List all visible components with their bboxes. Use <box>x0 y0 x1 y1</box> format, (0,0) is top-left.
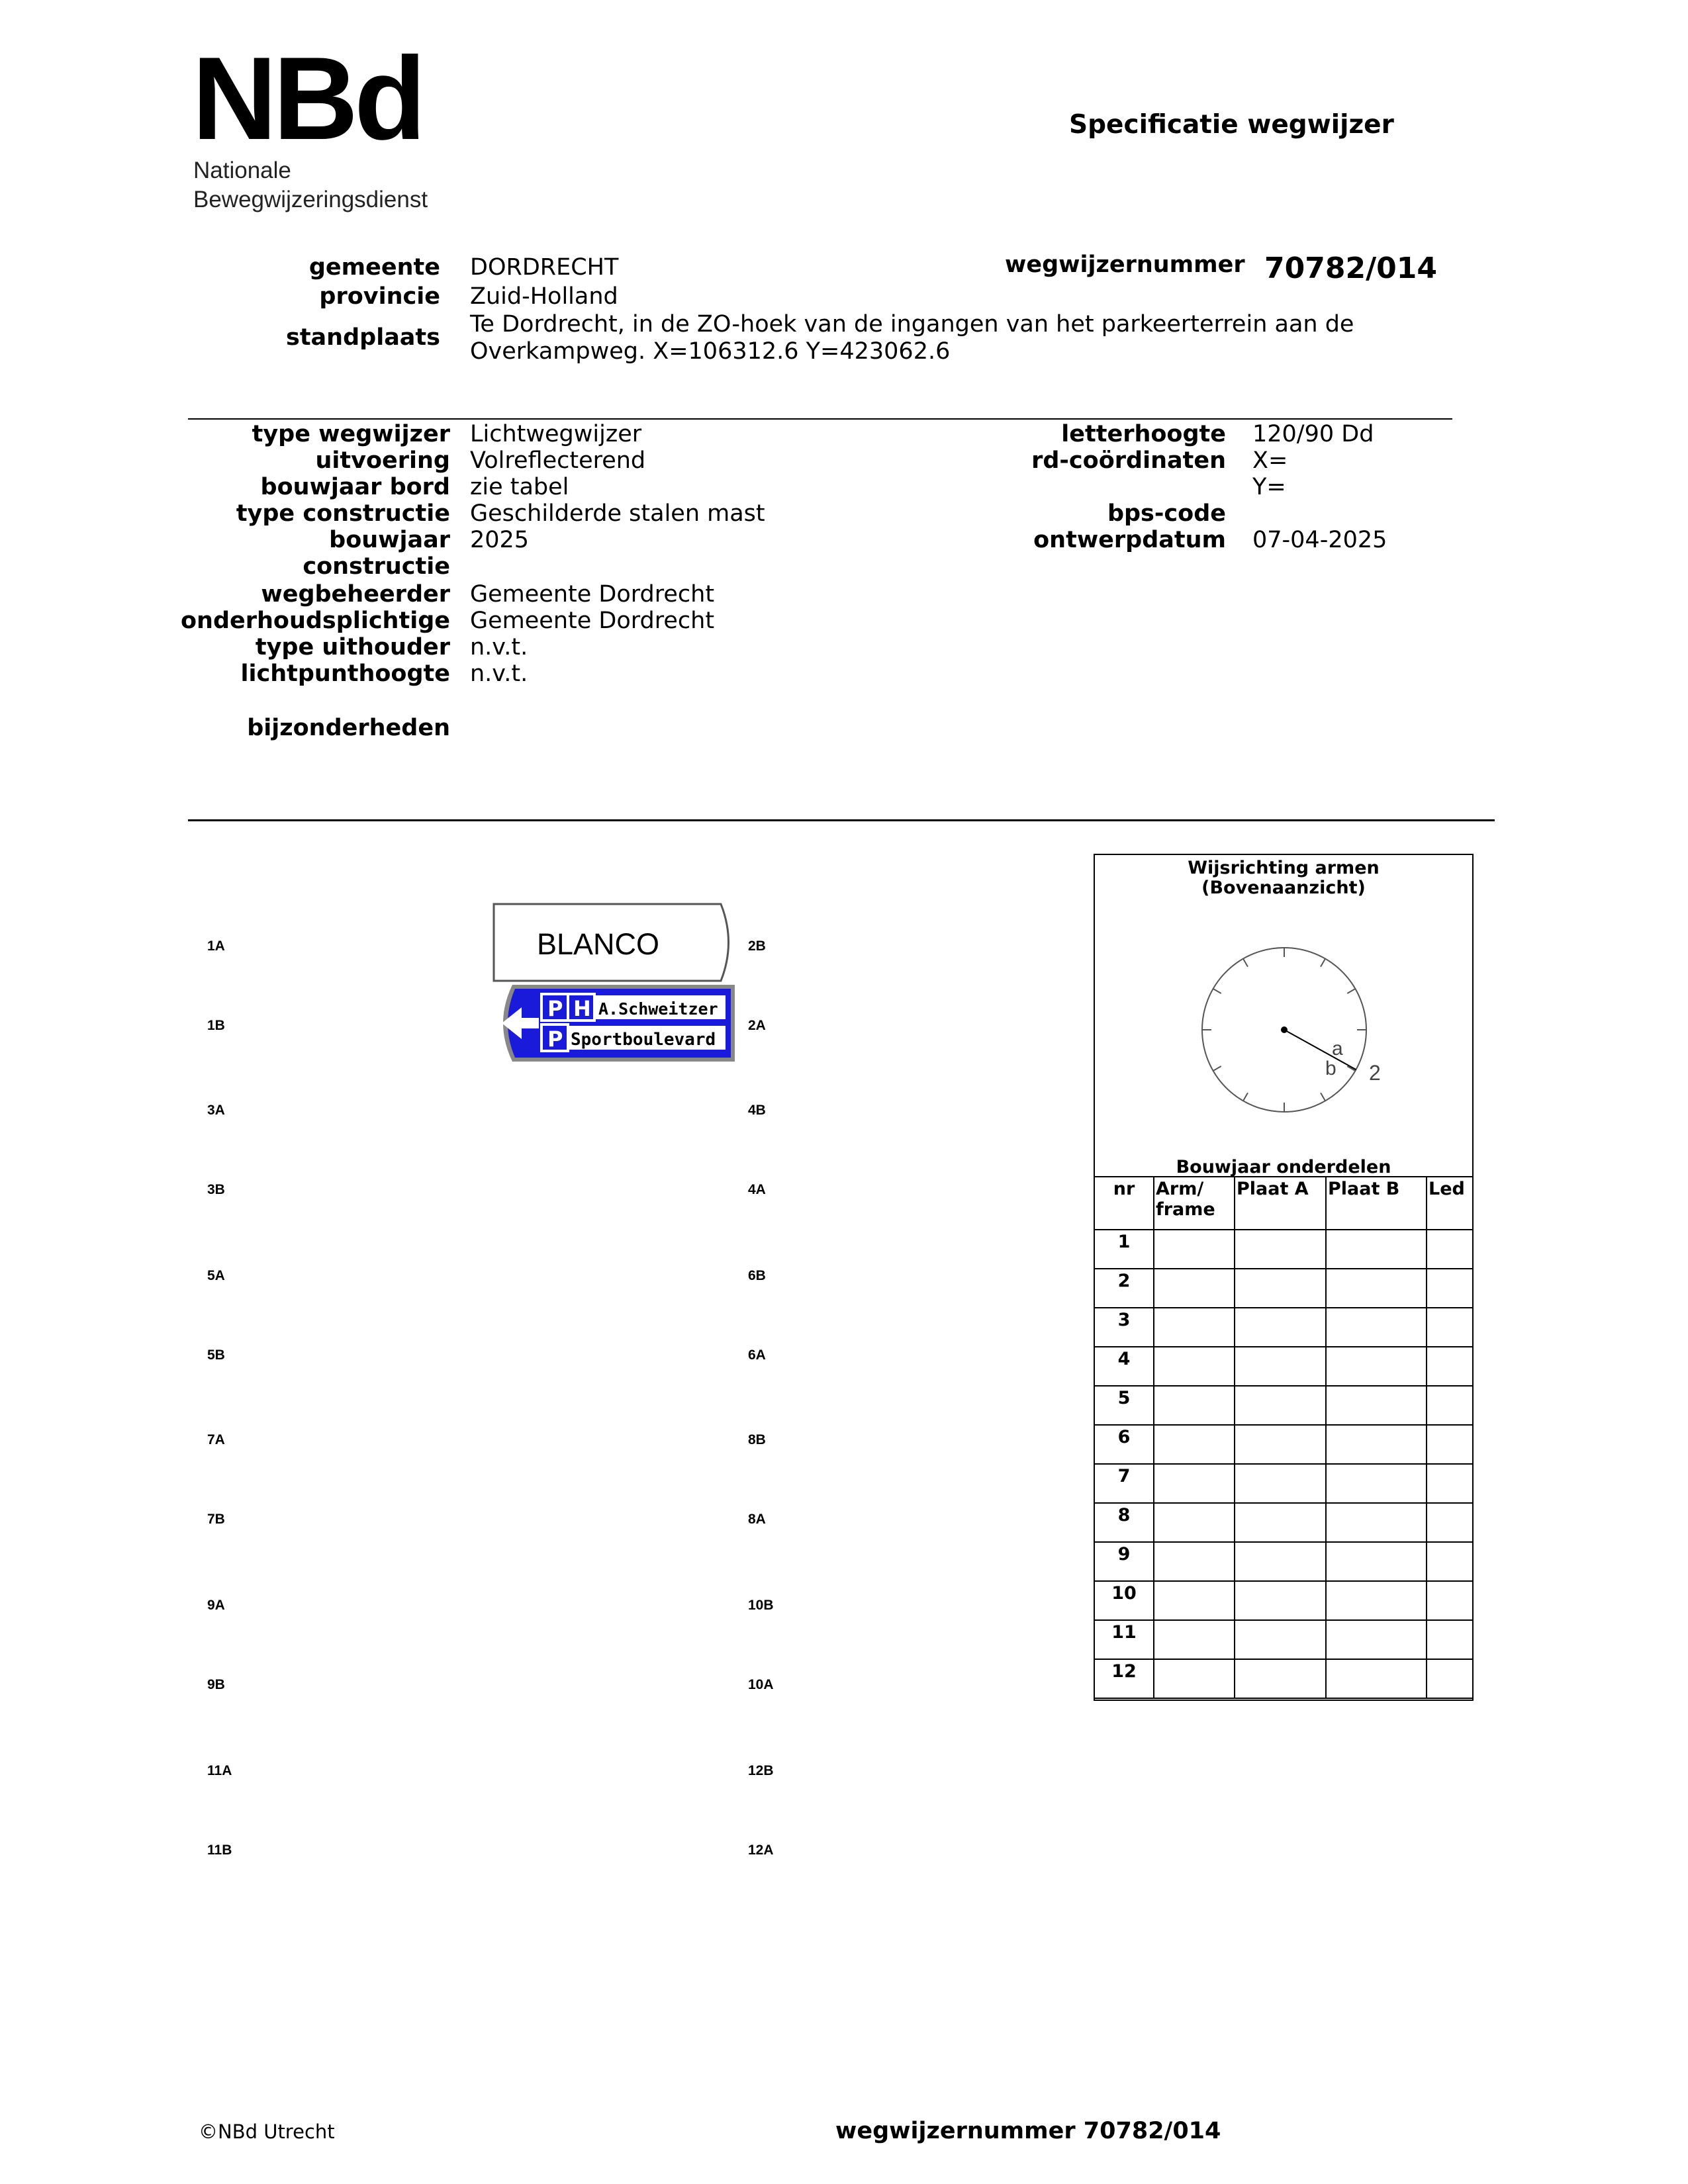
table-cell <box>1154 1347 1235 1386</box>
slot-label: 9B <box>207 1677 225 1692</box>
type-wegwijzer-label: type wegwijzer <box>252 421 450 447</box>
table-cell <box>1235 1542 1326 1581</box>
bouwjaar-constructie-value: 2025 <box>470 527 530 553</box>
table-cell <box>1427 1386 1473 1425</box>
table-cell <box>1154 1620 1235 1659</box>
table-cell <box>1326 1269 1427 1308</box>
slot-label: 1A <box>207 938 225 954</box>
table-cell <box>1235 1581 1326 1620</box>
type-uithouder-label: type uithouder <box>255 634 450 660</box>
col-nr: nr <box>1094 1177 1154 1230</box>
row-number: 2 <box>1094 1269 1154 1308</box>
sign-line2: Sportboulevard <box>571 1030 716 1050</box>
svg-text:P: P <box>547 1026 563 1052</box>
table-cell <box>1427 1581 1473 1620</box>
compass-title: Wijsrichting armen <box>1188 858 1380 878</box>
table-cell <box>1235 1464 1326 1503</box>
slot-label: 11A <box>207 1763 232 1778</box>
letterhoogte-value: 120/90 Dd <box>1252 421 1374 447</box>
table-cell <box>1235 1308 1326 1347</box>
bouwjaar-bord-label: bouwjaar bord <box>260 474 450 500</box>
table-cell <box>1326 1503 1427 1542</box>
col-plaat-b: Plaat B <box>1326 1177 1427 1230</box>
table-row <box>1094 1542 1473 1581</box>
type-wegwijzer-value: Lichtwegwijzer <box>470 421 642 447</box>
ontwerpdatum-value: 07-04-2025 <box>1252 527 1387 553</box>
wegwijzernummer-label: wegwijzernummer <box>1005 251 1245 278</box>
slot-label: 9A <box>207 1598 225 1613</box>
slot-label: 4B <box>748 1103 766 1118</box>
table-row <box>1094 1425 1473 1464</box>
slot-label: 6B <box>748 1268 766 1283</box>
table-cell <box>1154 1659 1235 1698</box>
table-cell <box>1235 1347 1326 1386</box>
table-cell <box>1326 1581 1427 1620</box>
bouwjaar-constructie-label: bouwjaar <box>329 527 450 553</box>
type-constructie-label: type constructie <box>236 500 450 527</box>
dial-tick <box>1321 959 1325 967</box>
rd-y-value: Y= <box>1252 474 1286 500</box>
row-number: 1 <box>1094 1230 1154 1269</box>
lichtpunthoogte-label: lichtpunthoogte <box>240 660 450 687</box>
uitvoering-value: Volreflecterend <box>470 447 646 474</box>
table-row <box>1094 1464 1473 1503</box>
table-row <box>1094 1581 1473 1620</box>
slot-label: 3B <box>207 1182 225 1197</box>
dial-tick <box>1243 1093 1248 1101</box>
standplaats-label: standplaats <box>285 324 440 351</box>
nbd-logo: NBd <box>192 32 422 164</box>
org-name-line1: Nationale <box>193 158 291 183</box>
arm-direction-line <box>1284 1030 1356 1069</box>
compass-label-a: a <box>1332 1038 1343 1060</box>
divider-top <box>188 418 1452 420</box>
provincie-value: Zuid-Holland <box>470 283 618 310</box>
table-cell <box>1154 1308 1235 1347</box>
onderhoudsplichtige-value: Gemeente Dordrecht <box>470 608 715 634</box>
svg-text:P: P <box>547 996 563 1021</box>
wegbeheerder-label: wegbeheerder <box>261 581 450 608</box>
uitvoering-label: uitvoering <box>315 447 450 474</box>
table-cell <box>1326 1464 1427 1503</box>
table-row <box>1094 1503 1473 1542</box>
table-cell <box>1326 1542 1427 1581</box>
bps-code-label: bps-code <box>1107 500 1226 527</box>
compass-label-b: b <box>1325 1058 1336 1079</box>
table-cell <box>1235 1269 1326 1308</box>
letterhoogte-label: letterhoogte <box>1061 421 1226 447</box>
bouwjaar-constructie-label-2: constructie <box>303 553 450 580</box>
document-title: Specificatie wegwijzer <box>1069 110 1394 140</box>
table-row <box>1094 1230 1473 1269</box>
table-cell <box>1326 1425 1427 1464</box>
table-cell <box>1326 1230 1427 1269</box>
dial-center <box>1281 1026 1288 1033</box>
table-cell <box>1326 1386 1427 1425</box>
slot-label: 4A <box>748 1182 766 1197</box>
table-cell <box>1326 1620 1427 1659</box>
compass-subtitle: (Bovenaanzicht) <box>1201 878 1366 898</box>
standplaats-line2: Overkampweg. X=106312.6 Y=423062.6 <box>470 338 951 365</box>
slot-label: 3A <box>207 1103 225 1118</box>
col-arm-frame: Arm/ frame <box>1154 1177 1235 1230</box>
table-row <box>1094 1347 1473 1386</box>
type-constructie-value: Geschilderde stalen mast <box>470 500 765 527</box>
slot-label: 12B <box>748 1763 774 1778</box>
divider-bottom <box>188 819 1495 821</box>
table-cell <box>1154 1542 1235 1581</box>
table-cell <box>1235 1386 1326 1425</box>
table-row <box>1094 1308 1473 1347</box>
table-cell <box>1427 1230 1473 1269</box>
gemeente-value: DORDRECHT <box>470 254 619 281</box>
ontwerpdatum-label: ontwerpdatum <box>1033 527 1226 553</box>
wegwijzernummer-value: 70782/014 <box>1264 251 1437 285</box>
footer-nummer: wegwijzernummer 70782/014 <box>835 2118 1221 2144</box>
table-cell <box>1427 1503 1473 1542</box>
bouwjaar-table <box>1094 1176 1474 1699</box>
row-number: 9 <box>1094 1542 1154 1581</box>
parking-icon <box>541 994 568 1021</box>
org-name-line2: Bewegwijzeringsdienst <box>193 187 428 212</box>
direction-sign <box>492 983 739 1063</box>
table-cell <box>1235 1503 1326 1542</box>
blanco-plate <box>492 903 737 982</box>
slot-label: 12A <box>748 1843 774 1858</box>
table-cell <box>1235 1659 1326 1698</box>
table-cell <box>1326 1308 1427 1347</box>
table-cell <box>1154 1386 1235 1425</box>
table-cell <box>1154 1503 1235 1542</box>
provincie-label: provincie <box>319 283 440 310</box>
row-number: 4 <box>1094 1347 1154 1386</box>
row-number: 10 <box>1094 1581 1154 1620</box>
slot-label: 7A <box>207 1432 225 1447</box>
hospital-icon <box>568 994 594 1021</box>
row-number: 12 <box>1094 1659 1154 1698</box>
table-cell <box>1427 1542 1473 1581</box>
table-cell <box>1427 1269 1473 1308</box>
table-cell <box>1427 1308 1473 1347</box>
slot-label: 7B <box>207 1512 225 1527</box>
table-cell <box>1326 1659 1427 1698</box>
dial-tick <box>1243 959 1248 967</box>
table-cell <box>1326 1347 1427 1386</box>
sign-line1: A.Schweitzer <box>598 999 718 1019</box>
bouwjaar-bord-value: zie tabel <box>470 474 569 500</box>
table-cell <box>1154 1581 1235 1620</box>
dial-tick <box>1321 1093 1325 1101</box>
row-number: 5 <box>1094 1386 1154 1425</box>
table-cell <box>1427 1425 1473 1464</box>
table-cell <box>1235 1425 1326 1464</box>
table-cell <box>1154 1269 1235 1308</box>
table-cell <box>1427 1464 1473 1503</box>
table-cell <box>1154 1425 1235 1464</box>
compass-dial <box>1178 933 1403 1118</box>
lichtpunthoogte-value: n.v.t. <box>470 660 528 687</box>
table-cell <box>1235 1230 1326 1269</box>
slot-label: 8B <box>748 1432 766 1447</box>
bijzonderheden-label: bijzonderheden <box>247 715 450 741</box>
table-cell <box>1154 1230 1235 1269</box>
rd-x-value: X= <box>1252 447 1288 474</box>
slot-label: 10A <box>748 1677 774 1692</box>
table-cell <box>1154 1464 1235 1503</box>
type-uithouder-value: n.v.t. <box>470 634 528 660</box>
slot-label: 5B <box>207 1347 225 1363</box>
dial-tick <box>1213 1066 1221 1071</box>
wegbeheerder-value: Gemeente Dordrecht <box>470 581 715 608</box>
dial-tick <box>1347 989 1355 993</box>
table-cell <box>1427 1659 1473 1698</box>
slot-label: 6A <box>748 1347 766 1363</box>
table-row <box>1094 1269 1473 1308</box>
dial-tick <box>1213 989 1221 993</box>
footer-copyright: ©NBd Utrecht <box>199 2120 335 2143</box>
row-number: 11 <box>1094 1620 1154 1659</box>
standplaats-line1: Te Dordrecht, in de ZO-hoek van de ingangen van het parkeerterrein aan de <box>470 311 1354 338</box>
slot-label: 5A <box>207 1268 225 1283</box>
parking-icon-2 <box>541 1024 568 1052</box>
row-number: 6 <box>1094 1425 1154 1464</box>
slot-label: 1B <box>207 1018 225 1033</box>
slot-label: 11B <box>207 1843 232 1858</box>
onderhoudsplichtige-label: onderhoudsplichtige <box>180 608 450 634</box>
row-number: 3 <box>1094 1308 1154 1347</box>
table-row <box>1094 1620 1473 1659</box>
row-number: 8 <box>1094 1503 1154 1542</box>
svg-text:H: H <box>573 996 591 1021</box>
slot-label: 10B <box>748 1598 774 1613</box>
slot-label: 8A <box>748 1512 766 1527</box>
blanco-text: BLANCO <box>537 927 660 961</box>
rd-coordinaten-label: rd-coördinaten <box>1031 447 1226 474</box>
slot-label: 2B <box>748 938 766 954</box>
table-cell <box>1427 1620 1473 1659</box>
table-cell <box>1427 1347 1473 1386</box>
gemeente-label: gemeente <box>308 254 440 281</box>
table-row <box>1094 1659 1473 1698</box>
compass-label-arm: 2 <box>1369 1061 1381 1085</box>
bouwjaar-title: Bouwjaar onderdelen <box>1176 1157 1391 1177</box>
col-led: Led <box>1427 1177 1473 1230</box>
table-cell <box>1235 1620 1326 1659</box>
slot-label: 2A <box>748 1018 766 1033</box>
table-row <box>1094 1386 1473 1425</box>
col-plaat-a: Plaat A <box>1235 1177 1326 1230</box>
row-number: 7 <box>1094 1464 1154 1503</box>
